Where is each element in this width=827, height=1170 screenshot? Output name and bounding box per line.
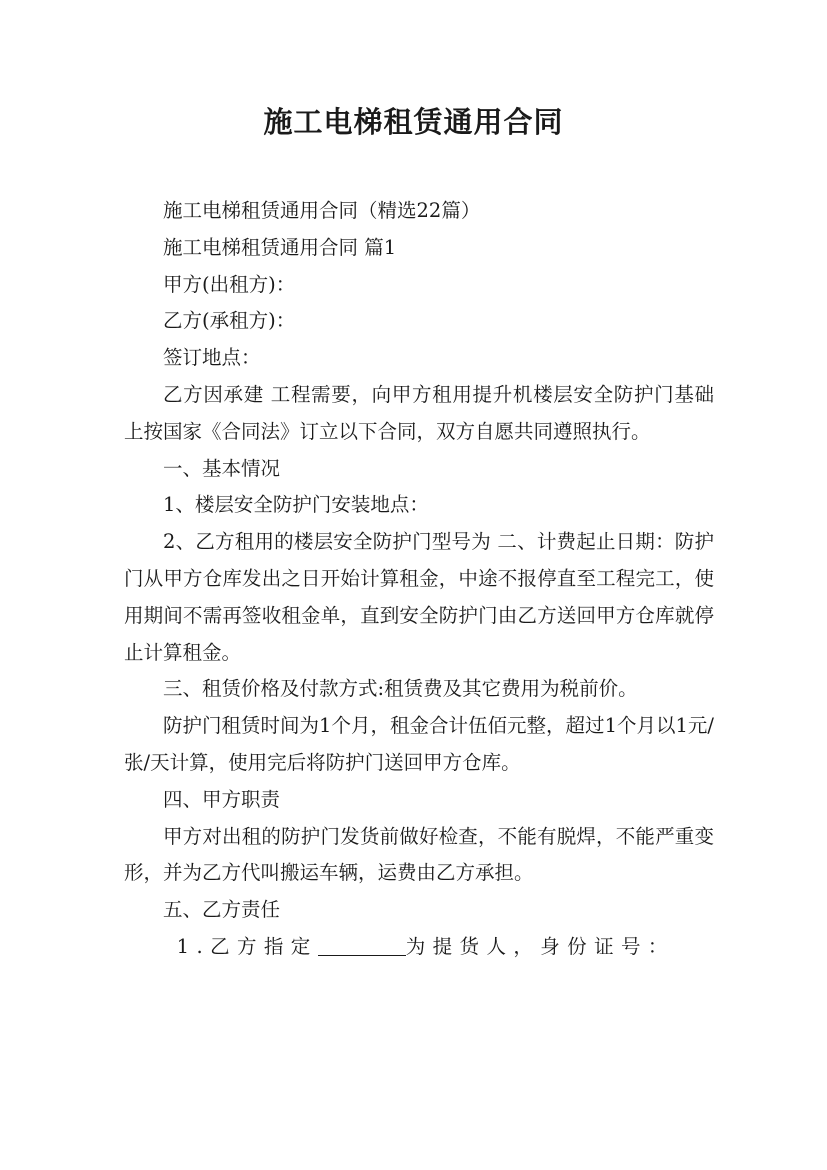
blank-fill-line bbox=[318, 935, 406, 956]
paragraph-party-a: 甲方(出租方)： bbox=[163, 272, 296, 296]
paragraph-heading-party-a-duties: 四、甲方职责 bbox=[163, 787, 281, 811]
paragraph-signing-place: 签订地点： bbox=[163, 346, 261, 370]
paragraph-subtitle: 施工电梯租赁通用合同（精选22篇） bbox=[163, 199, 481, 222]
document-body bbox=[124, 193, 714, 966]
paragraph-party-b: 乙方(承租方)： bbox=[163, 309, 296, 333]
paragraph-heading-basic-info: 一、基本情况 bbox=[163, 456, 281, 480]
paragraph-party-a-duties: 甲方对出租的防护门发货前做好检查，不能有脱焊，不能严重变形，并为乙方代叫搬运车辆，运费由乙方承担。 bbox=[124, 824, 714, 885]
paragraph-section-heading: 施工电梯租赁通用合同 篇1 bbox=[163, 235, 397, 259]
paragraph-pickup-person bbox=[124, 929, 714, 966]
document-title: 施工电梯租赁通用合同 bbox=[263, 105, 564, 139]
paragraph-install-location: 1、楼层安全防护门安装地点： bbox=[163, 493, 429, 517]
pickup-text-after: 为提货人，身份证号： bbox=[405, 934, 675, 958]
pickup-text-before: 1.乙方指定 bbox=[176, 934, 318, 958]
paragraph-price-payment: 三、租赁价格及付款方式:租赁费及其它费用为税前价。 bbox=[163, 677, 638, 701]
paragraph-intro: 乙方因承建 工程需要，向甲方租用提升机楼层安全防护门基础上按国家《合同法》订立以下合同，双方自愿共同遵照执行。 bbox=[124, 382, 714, 443]
paragraph-rental-terms: 防护门租赁时间为1个月，租金合计伍佰元整，超过1个月以1元/张/天计算，使用完后将防护门送回甲方仓库。 bbox=[124, 714, 714, 774]
paragraph-heading-party-b-duties: 五、乙方责任 bbox=[163, 898, 281, 922]
paragraph-model-and-dates: 2、乙方租用的楼层安全防护门型号为 二、计费起止日期：防护门从甲方仓库发出之日开始计算租金，中途不报停直至工程完工，使用期间不需再签收租金单，直到安全防护门由乙方送回甲方仓库就停止计算租金。 bbox=[124, 530, 714, 664]
